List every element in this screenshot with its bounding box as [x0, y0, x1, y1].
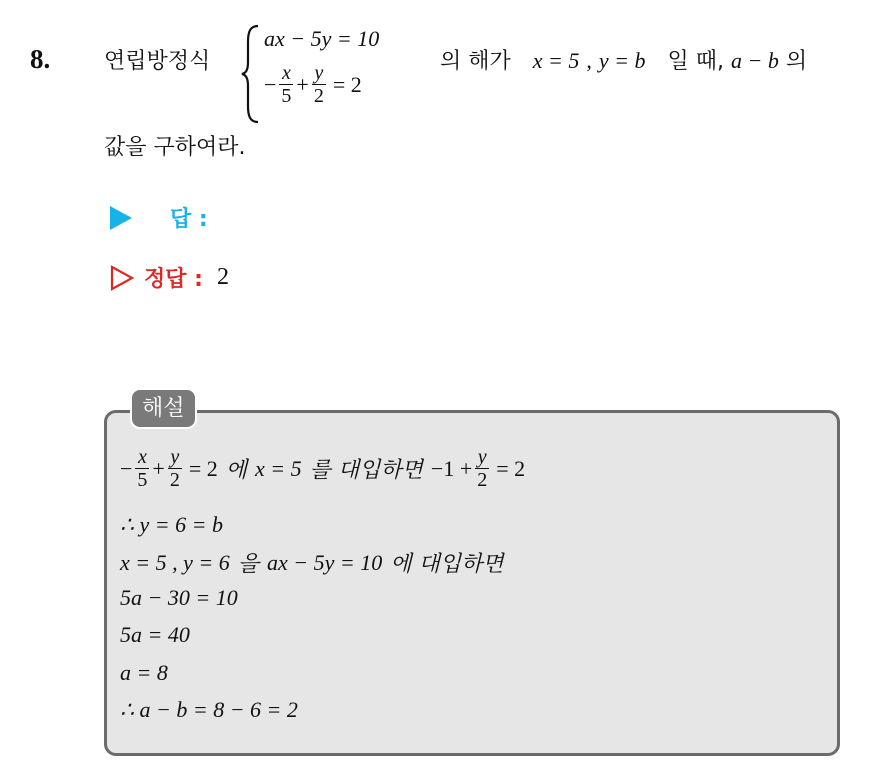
eq2-fraction-x: [279, 62, 293, 107]
condition-text-1: 의 해가: [440, 49, 511, 74]
eq2-minus: −: [264, 71, 277, 97]
sol1-plus: +: [152, 455, 165, 481]
correct-answer-row: [110, 262, 229, 293]
solution-line-3: [120, 547, 504, 578]
sol1-f2-num: y: [170, 446, 180, 468]
sol3-math1: x = 5 , y = 6: [120, 549, 230, 575]
eq2-frac2-den: 2: [313, 85, 324, 107]
sol1-fraction-x: [135, 446, 149, 491]
sol1-rhs: = 2: [496, 455, 526, 481]
sol1-kor2: 를 대입하면: [309, 458, 423, 483]
sol1-eq: = 2: [188, 455, 218, 481]
condition-expr: a − b: [731, 48, 779, 73]
sol1-f3-num: y: [477, 446, 487, 468]
condition-text-3: 의: [785, 49, 808, 74]
solution-tab: 해설: [130, 388, 197, 429]
solution-line-4: 5a − 30 = 10: [120, 585, 238, 610]
question-text-end: 값을 구하여라.: [104, 135, 246, 160]
sol1-minus: −: [120, 455, 133, 481]
sol1-f1-num: x: [137, 446, 147, 468]
question-number: 8.: [30, 44, 51, 74]
solution-line-2: ∴ y = 6 = b: [120, 512, 223, 537]
question-condition: [440, 44, 807, 75]
sol1-fraction-y: [168, 446, 182, 491]
sol3-kor1: 을: [237, 552, 259, 577]
condition-y: y = b: [598, 48, 646, 73]
equation-2: [264, 62, 362, 107]
answer-label: 답 :: [170, 207, 208, 232]
equation-1: ax − 5y = 10: [264, 26, 380, 51]
eq2-rhs: = 2: [332, 71, 362, 97]
correct-answer-label: 정답 :: [144, 267, 203, 292]
correct-answer-value: 2: [216, 264, 229, 290]
solution-line-1: [120, 446, 525, 491]
sol1-sub: x = 5: [255, 455, 302, 481]
left-brace-icon: [240, 24, 262, 124]
equation-system: [240, 24, 420, 124]
question-text-intro: 연립방정식: [104, 49, 211, 74]
eq2-frac1-den: 5: [281, 85, 292, 107]
sol1-fraction-y2: [475, 446, 489, 491]
solution-line-6: a = 8: [120, 660, 168, 685]
sol3-kor2: 에 대입하면: [390, 552, 504, 577]
sol1-f3-den: 2: [477, 469, 488, 491]
play-arrow-icon: [110, 206, 132, 230]
condition-comma: ,: [586, 48, 592, 73]
solution-line-5: 5a = 40: [120, 622, 190, 647]
eq2-frac2-num: y: [314, 62, 324, 84]
eq2-fraction-y: [312, 62, 326, 107]
eq2-plus: +: [296, 71, 309, 97]
condition-x: x = 5: [532, 48, 580, 73]
solution-line-7: ∴ a − b = 8 − 6 = 2: [120, 697, 298, 722]
outline-arrow-icon: [110, 265, 134, 291]
condition-text-2: 일 때,: [667, 49, 724, 74]
answer-row: [110, 202, 208, 233]
sol3-math2: ax − 5y = 10: [267, 549, 383, 575]
sol1-lhs: −1 +: [430, 455, 473, 481]
sol1-kor1: 에: [225, 458, 248, 483]
sol1-f2-den: 2: [169, 469, 180, 491]
eq2-frac1-num: x: [281, 62, 291, 84]
sol1-f1-den: 5: [137, 469, 148, 491]
